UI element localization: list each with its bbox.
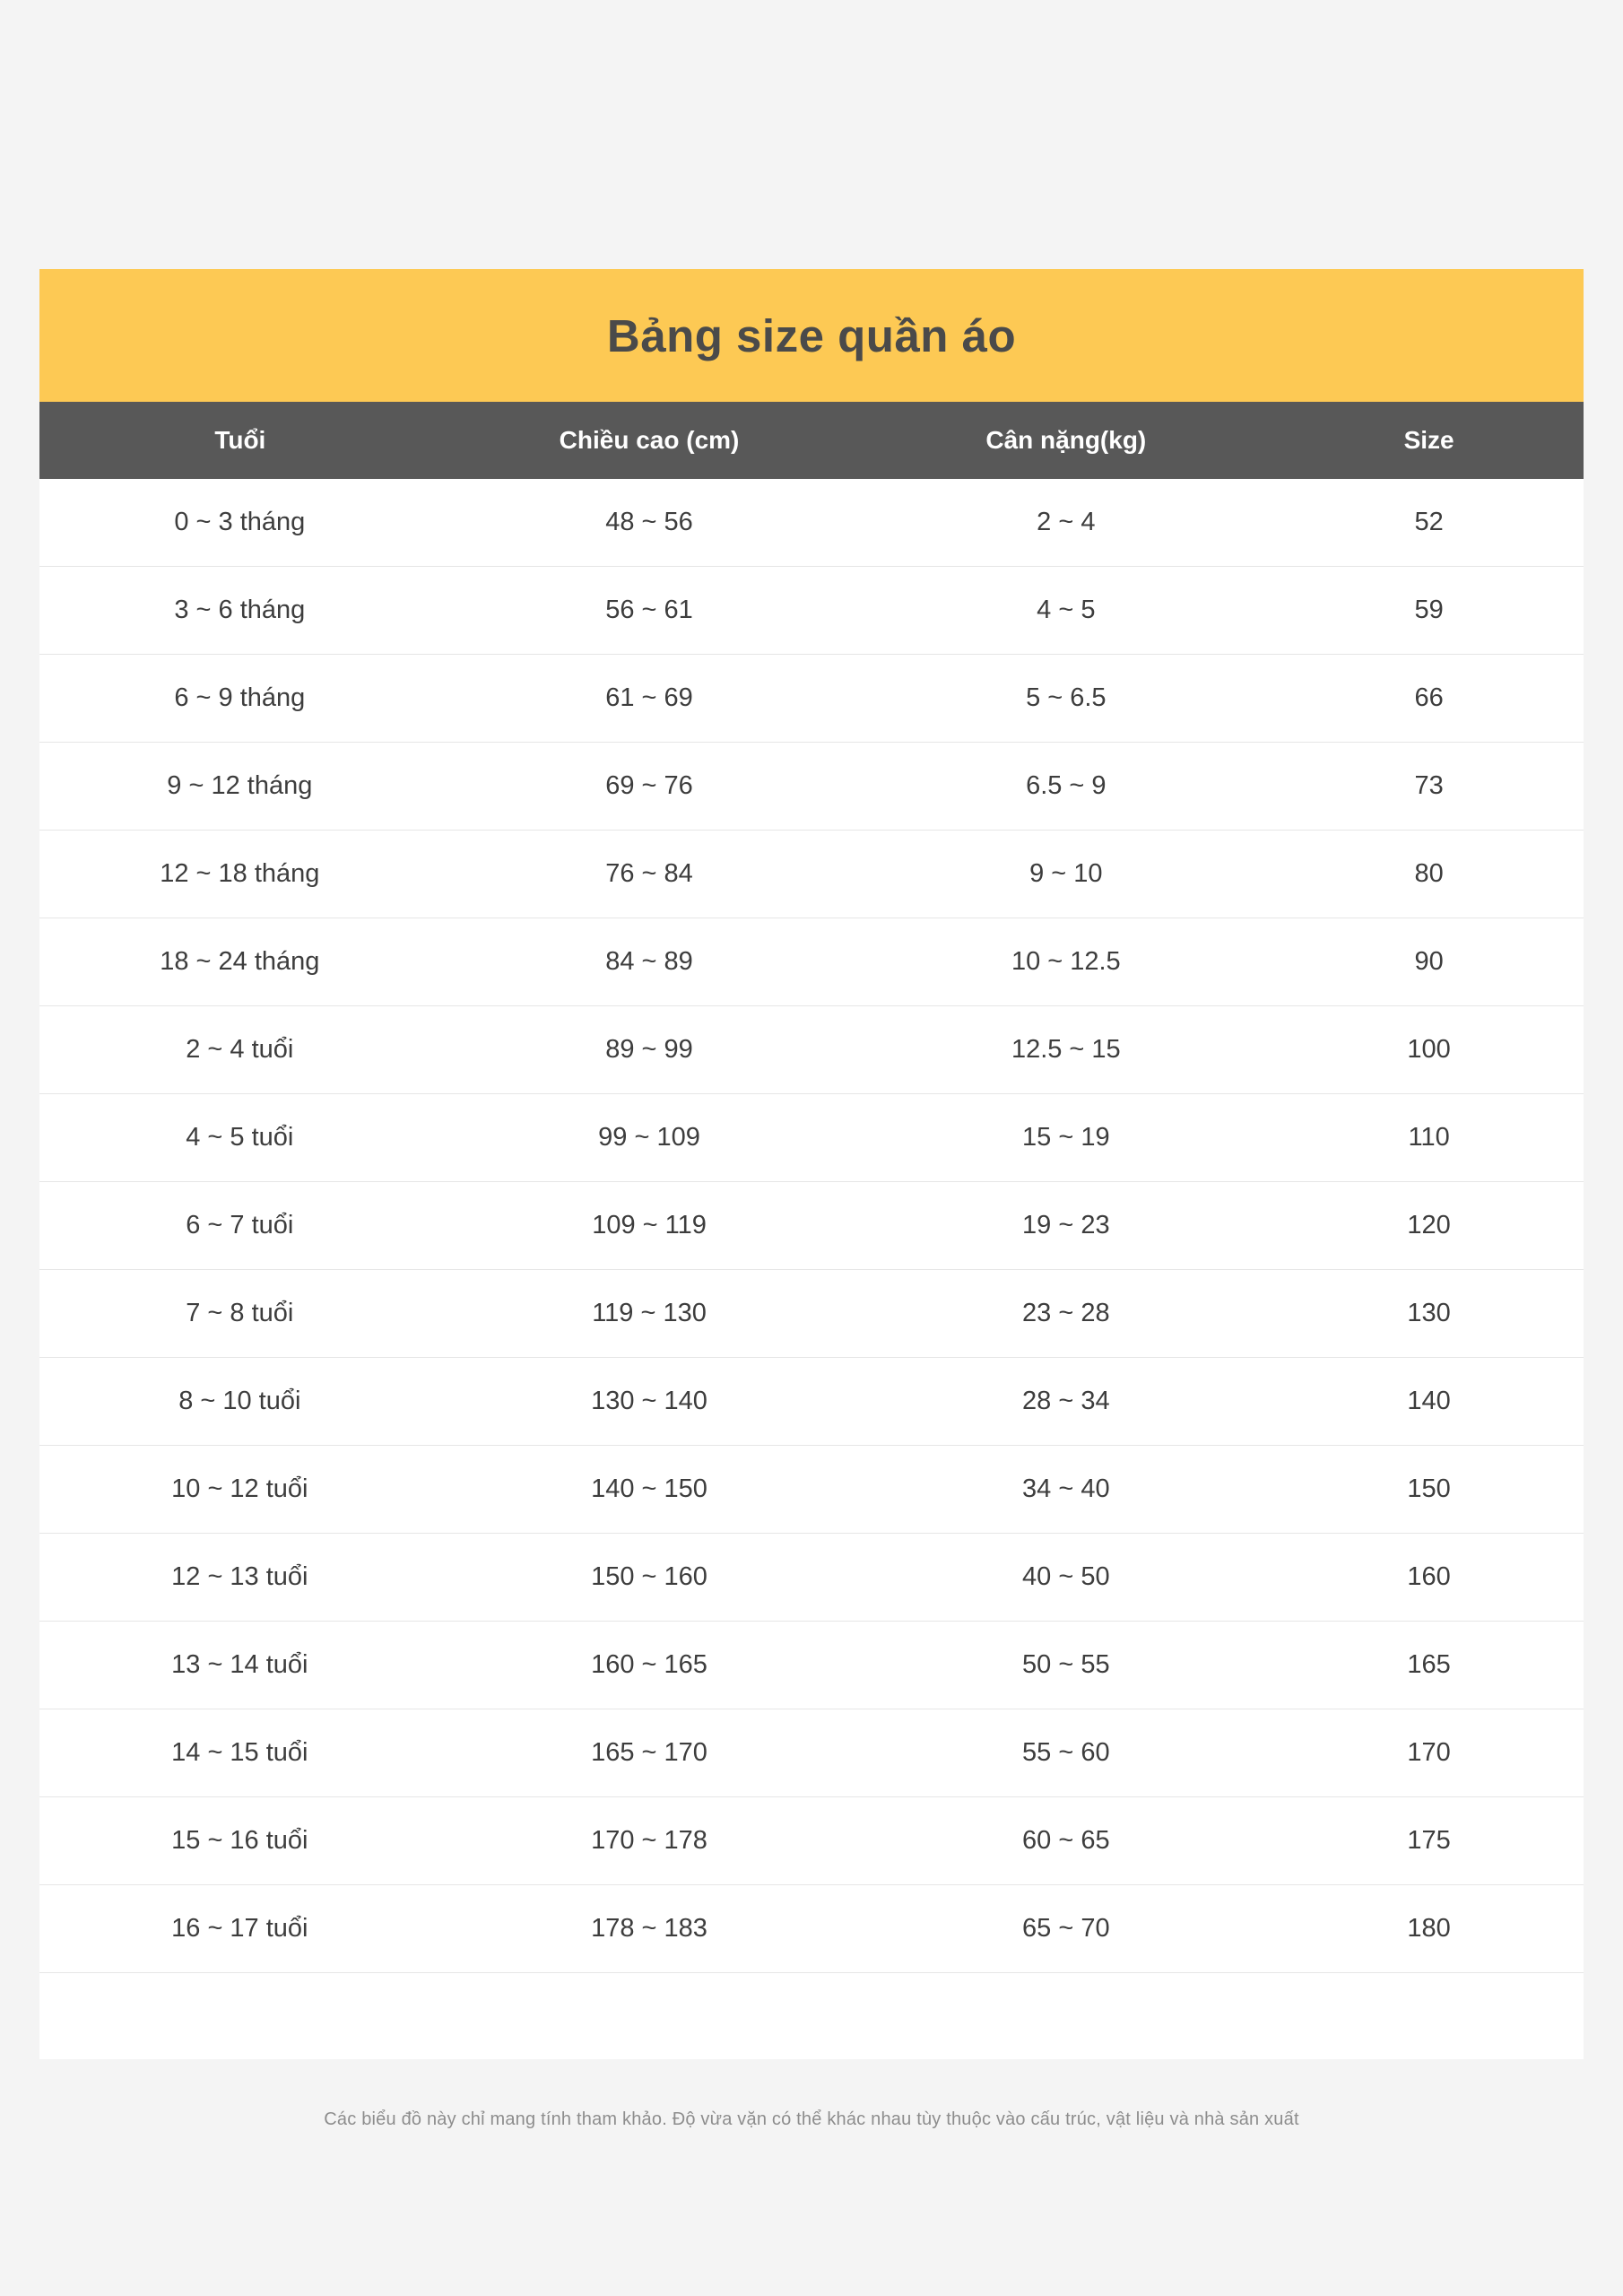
cell-age: 8 ~ 10 tuổi (39, 1358, 441, 1446)
cell-age: 15 ~ 16 tuổi (39, 1797, 441, 1885)
cell-height: 140 ~ 150 (441, 1446, 858, 1534)
cell-age: 6 ~ 9 tháng (39, 655, 441, 743)
cell-size: 175 (1274, 1797, 1584, 1885)
cell-weight: 5 ~ 6.5 (857, 655, 1274, 743)
cell-weight: 19 ~ 23 (857, 1182, 1274, 1270)
cell-size: 170 (1274, 1709, 1584, 1797)
column-header-age: Tuổi (39, 402, 441, 479)
table-row (39, 1006, 1584, 1094)
footnote-text: Các biểu đồ này chỉ mang tính tham khảo. Độ vừa vặn có thể khác nhau tùy thuộc vào cấu trúc, vật liệu và nhà sản xuất (324, 2109, 1299, 2129)
cell-size: 80 (1274, 831, 1584, 918)
cell-height: 178 ~ 183 (441, 1885, 858, 1973)
card-bottom-spacer (39, 1973, 1584, 2059)
table-row (39, 1797, 1584, 1885)
cell-age: 14 ~ 15 tuổi (39, 1709, 441, 1797)
cell-age: 9 ~ 12 tháng (39, 743, 441, 831)
cell-size: 160 (1274, 1534, 1584, 1622)
cell-age: 12 ~ 13 tuổi (39, 1534, 441, 1622)
cell-age: 2 ~ 4 tuổi (39, 1006, 441, 1094)
size-table (39, 402, 1584, 1973)
cell-height: 150 ~ 160 (441, 1534, 858, 1622)
cell-weight: 34 ~ 40 (857, 1446, 1274, 1534)
cell-age: 18 ~ 24 tháng (39, 918, 441, 1006)
cell-age: 0 ~ 3 tháng (39, 479, 441, 567)
column-header-size: Size (1274, 402, 1584, 479)
cell-weight: 65 ~ 70 (857, 1885, 1274, 1973)
cell-size: 66 (1274, 655, 1584, 743)
cell-height: 76 ~ 84 (441, 831, 858, 918)
cell-size: 130 (1274, 1270, 1584, 1358)
cell-weight: 23 ~ 28 (857, 1270, 1274, 1358)
column-header-height: Chiều cao (cm) (441, 402, 858, 479)
table-row (39, 1270, 1584, 1358)
cell-weight: 4 ~ 5 (857, 567, 1274, 655)
table-header (39, 402, 1584, 479)
cell-weight: 40 ~ 50 (857, 1534, 1274, 1622)
table-row (39, 743, 1584, 831)
table-row (39, 1622, 1584, 1709)
cell-age: 4 ~ 5 tuổi (39, 1094, 441, 1182)
cell-weight: 10 ~ 12.5 (857, 918, 1274, 1006)
table-body (39, 479, 1584, 1973)
cell-height: 130 ~ 140 (441, 1358, 858, 1446)
cell-weight: 6.5 ~ 9 (857, 743, 1274, 831)
cell-weight: 50 ~ 55 (857, 1622, 1274, 1709)
cell-height: 89 ~ 99 (441, 1006, 858, 1094)
cell-weight: 2 ~ 4 (857, 479, 1274, 567)
table-row (39, 1709, 1584, 1797)
cell-height: 56 ~ 61 (441, 567, 858, 655)
cell-height: 109 ~ 119 (441, 1182, 858, 1270)
cell-age: 3 ~ 6 tháng (39, 567, 441, 655)
table-row (39, 567, 1584, 655)
title-bar (39, 269, 1584, 402)
cell-height: 69 ~ 76 (441, 743, 858, 831)
cell-age: 12 ~ 18 tháng (39, 831, 441, 918)
cell-size: 100 (1274, 1006, 1584, 1094)
table-row (39, 1446, 1584, 1534)
table-row (39, 655, 1584, 743)
cell-size: 110 (1274, 1094, 1584, 1182)
cell-age: 13 ~ 14 tuổi (39, 1622, 441, 1709)
cell-size: 150 (1274, 1446, 1584, 1534)
table-header-row (39, 402, 1584, 479)
size-chart-card (39, 269, 1584, 2059)
cell-size: 120 (1274, 1182, 1584, 1270)
cell-weight: 60 ~ 65 (857, 1797, 1274, 1885)
page-title: Bảng size quần áo (606, 309, 1017, 361)
table-row (39, 831, 1584, 918)
cell-weight: 55 ~ 60 (857, 1709, 1274, 1797)
cell-weight: 15 ~ 19 (857, 1094, 1274, 1182)
table-row (39, 918, 1584, 1006)
cell-size: 52 (1274, 479, 1584, 567)
cell-height: 84 ~ 89 (441, 918, 858, 1006)
table-row (39, 1358, 1584, 1446)
cell-age: 10 ~ 12 tuổi (39, 1446, 441, 1534)
cell-size: 73 (1274, 743, 1584, 831)
cell-age: 16 ~ 17 tuổi (39, 1885, 441, 1973)
cell-size: 140 (1274, 1358, 1584, 1446)
cell-size: 90 (1274, 918, 1584, 1006)
cell-height: 99 ~ 109 (441, 1094, 858, 1182)
cell-weight: 28 ~ 34 (857, 1358, 1274, 1446)
cell-age: 6 ~ 7 tuổi (39, 1182, 441, 1270)
cell-height: 160 ~ 165 (441, 1622, 858, 1709)
cell-size: 165 (1274, 1622, 1584, 1709)
table-row (39, 1182, 1584, 1270)
cell-weight: 12.5 ~ 15 (857, 1006, 1274, 1094)
cell-size: 59 (1274, 567, 1584, 655)
cell-age: 7 ~ 8 tuổi (39, 1270, 441, 1358)
table-row (39, 479, 1584, 567)
cell-height: 48 ~ 56 (441, 479, 858, 567)
cell-size: 180 (1274, 1885, 1584, 1973)
table-row (39, 1534, 1584, 1622)
table-row (39, 1885, 1584, 1973)
cell-weight: 9 ~ 10 (857, 831, 1274, 918)
cell-height: 170 ~ 178 (441, 1797, 858, 1885)
column-header-weight: Cân nặng(kg) (857, 402, 1274, 479)
cell-height: 165 ~ 170 (441, 1709, 858, 1797)
cell-height: 119 ~ 130 (441, 1270, 858, 1358)
cell-height: 61 ~ 69 (441, 655, 858, 743)
table-row (39, 1094, 1584, 1182)
